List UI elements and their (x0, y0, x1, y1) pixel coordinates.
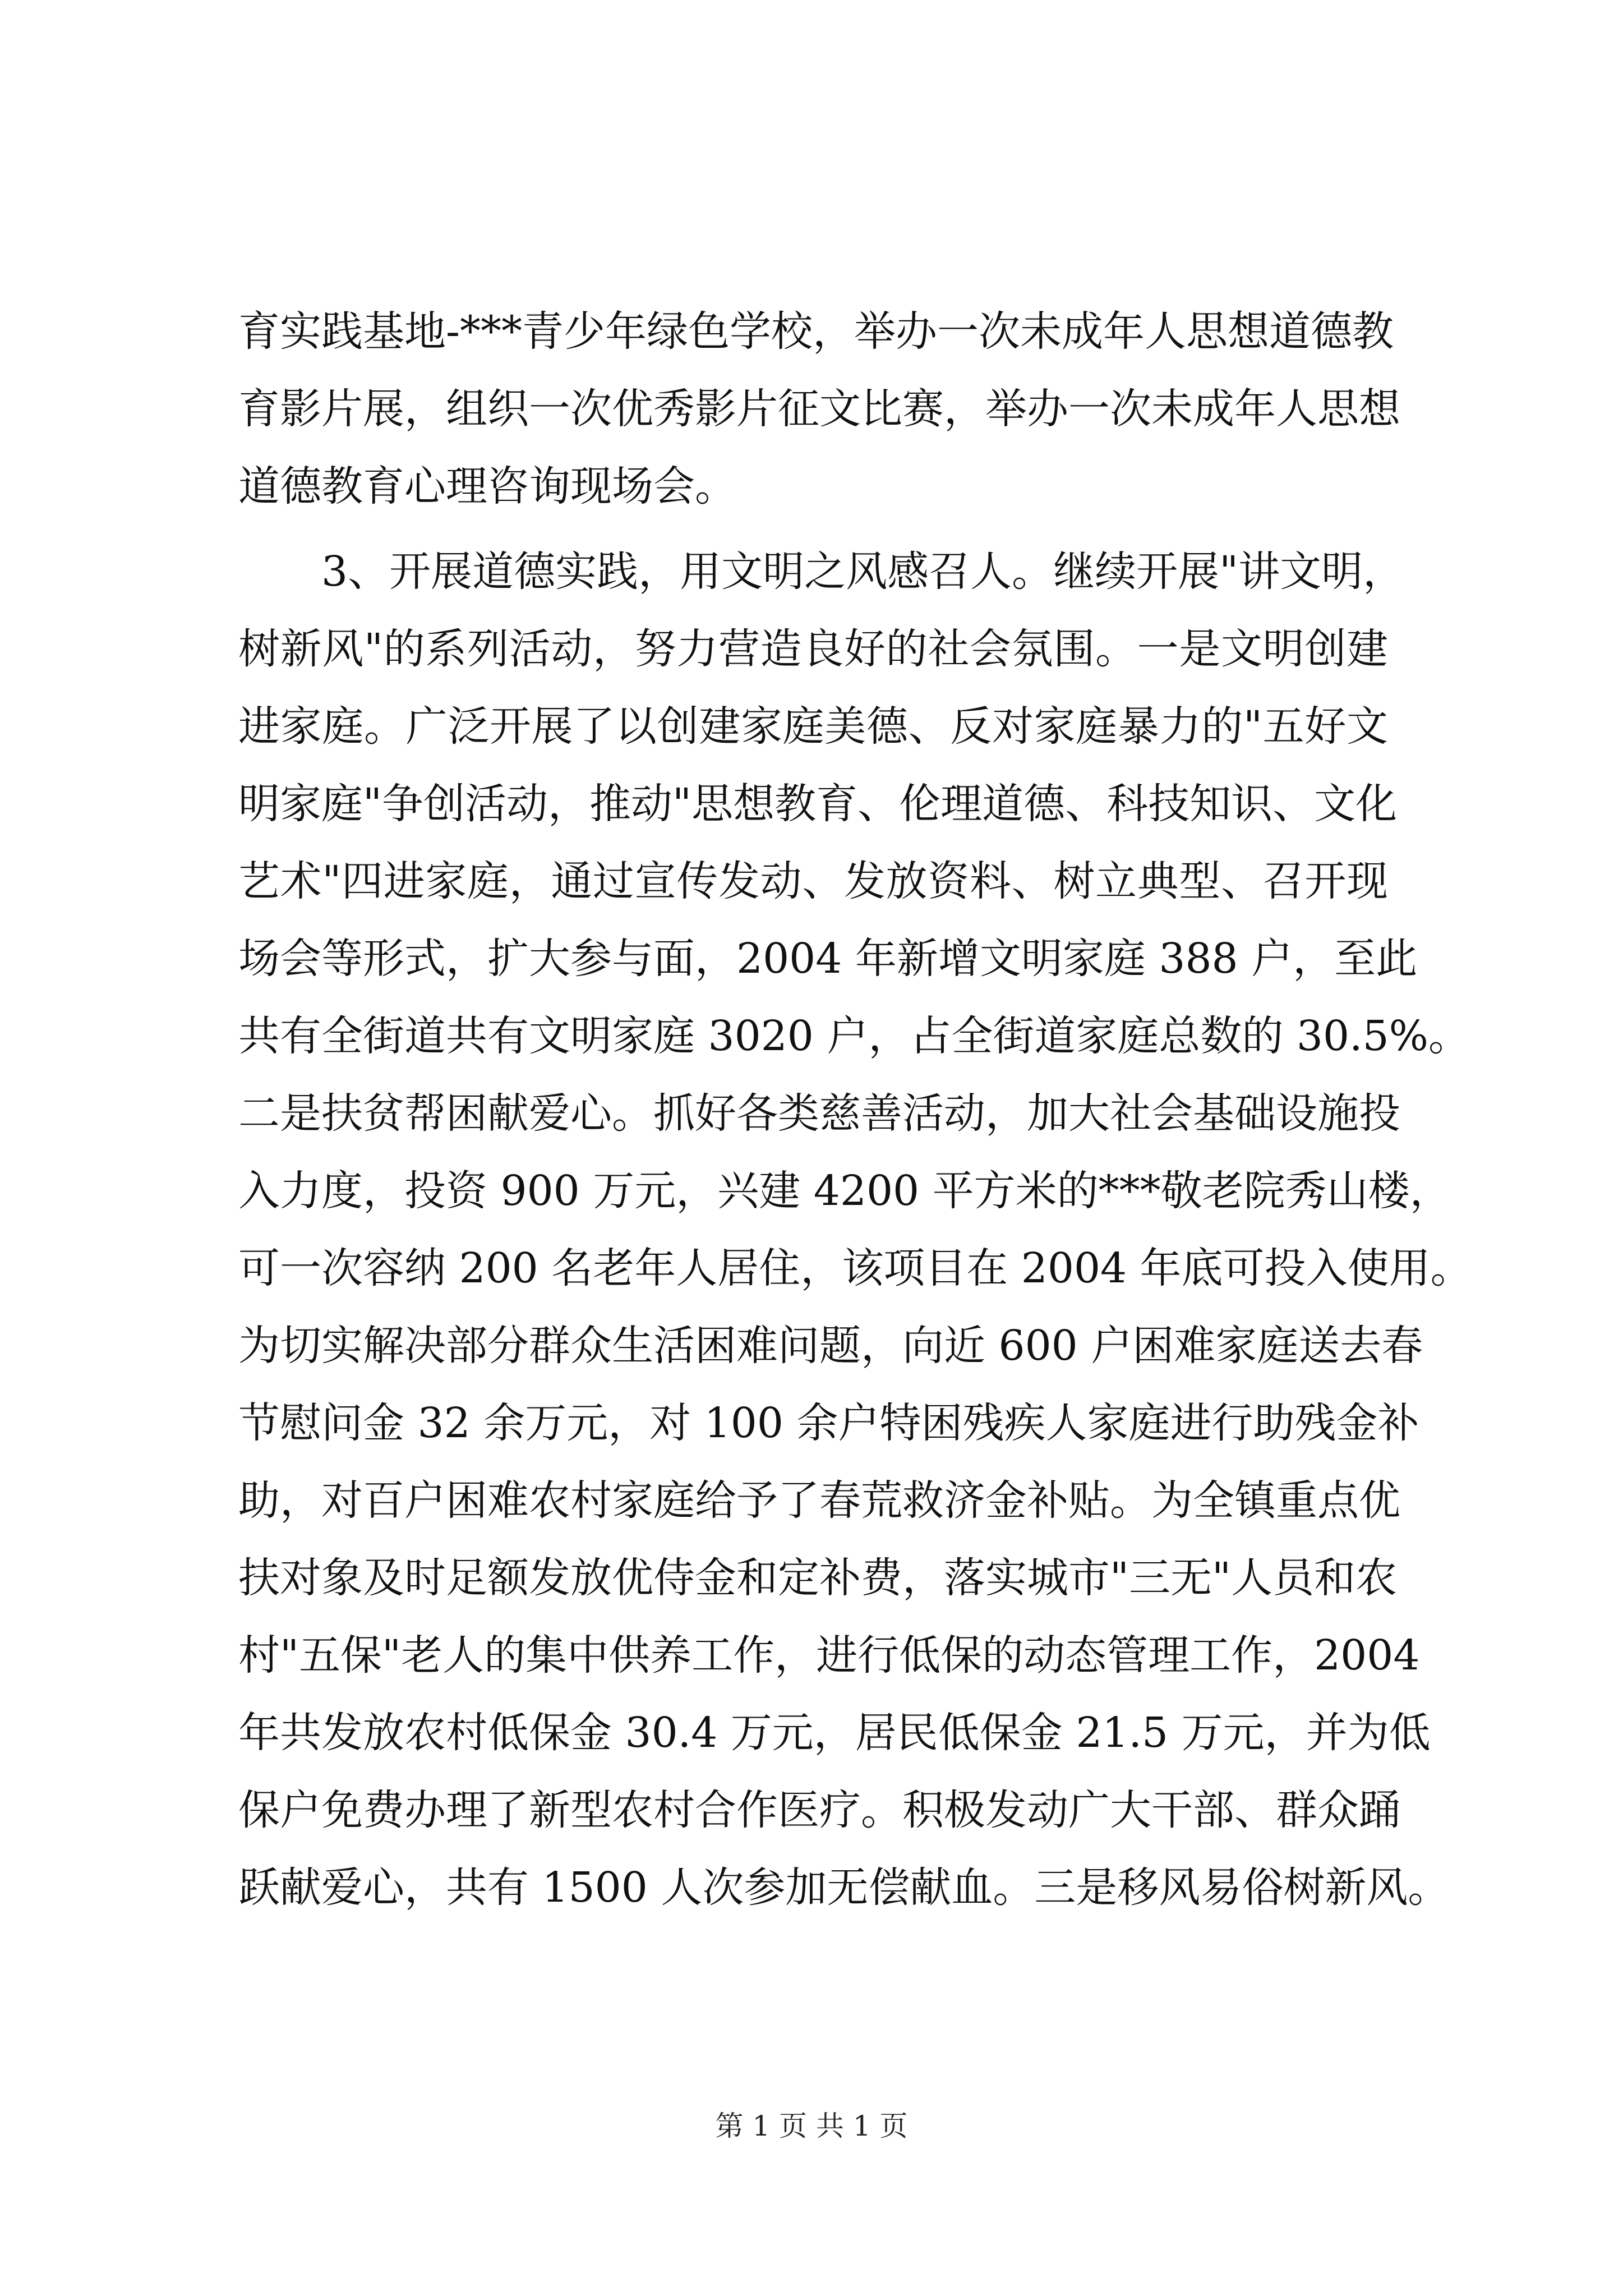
text-line: 育影片展，组织一次优秀影片征文比赛，举办一次未成年人思想 (238, 385, 1400, 433)
text-line: 村"五保"老人的集中供养工作，进行低保的动态管理工作，2004 (238, 1631, 1420, 1680)
text-line: 入力度，投资 900 万元，兴建 4200 平方米的***敬老院秀山楼， (238, 1167, 1451, 1215)
paragraph-gap (238, 525, 1388, 533)
text-line: 道德教育心理咨询现场会。 (238, 462, 736, 510)
text-line: 树新风"的系列活动，努力营造良好的社会氛围。一是文明创建 (238, 625, 1388, 673)
text-line: 年共发放农村低保金 30.4 万元，居民低保金 21.5 万元，并为低 (238, 1709, 1431, 1757)
text-line: 明家庭"争创活动，推动"思想教育、伦理道德、科技知识、文化 (238, 780, 1398, 828)
text-line: 扶对象及时足额发放优侍金和定补费，落实城市"三无"人员和农 (238, 1554, 1398, 1602)
text-line: 跃献爱心，共有 1500 人次参加无偿献血。三是移风易俗树新风。 (238, 1864, 1450, 1912)
text-line: 场会等形式，扩大参与面，2004 年新增文明家庭 388 户，至此 (238, 935, 1418, 983)
text-line: 助，对百户困难农村家庭给予了春荒救济金补贴。为全镇重点优 (238, 1476, 1400, 1525)
text-line: 3、开展道德实践，用文明之风感召人。继续开展"讲文明， (321, 547, 1405, 596)
text-line: 共有全街道共有文明家庭 3020 户，占全街道家庭总数的 30.5%。 (238, 1012, 1470, 1060)
text-line: 保户免费办理了新型农村合作医疗。积极发动广大干部、群众踊 (238, 1786, 1400, 1834)
text-line: 进家庭。广泛开展了以创建家庭美德、反对家庭暴力的"五好文 (238, 702, 1388, 751)
document-body (238, 293, 1472, 1926)
page-footer (0, 2106, 1623, 2146)
text-line: 节慰问金 32 余万元，对 100 余户特困残疾人家庭进行助残金补 (238, 1399, 1419, 1447)
text-line: 二是扶贫帮困献爱心。抓好各类慈善活动，加大社会基础设施投 (238, 1089, 1400, 1138)
text-line: 艺术"四进家庭，通过宣传发动、发放资料、树立典型、召开现 (238, 857, 1388, 905)
text-line: 为切实解决部分群众生活困难问题，向近 600 户困难家庭送去春 (238, 1322, 1423, 1370)
page-number-label: 第 1 页 共 1 页 (715, 2110, 908, 2142)
text-line: 可一次容纳 200 名老年人居住，该项目在 2004 年底可投入使用。 (238, 1244, 1472, 1292)
text-line: 育实践基地-***青少年绿色学校，举办一次未成年人思想道德教 (238, 307, 1394, 356)
